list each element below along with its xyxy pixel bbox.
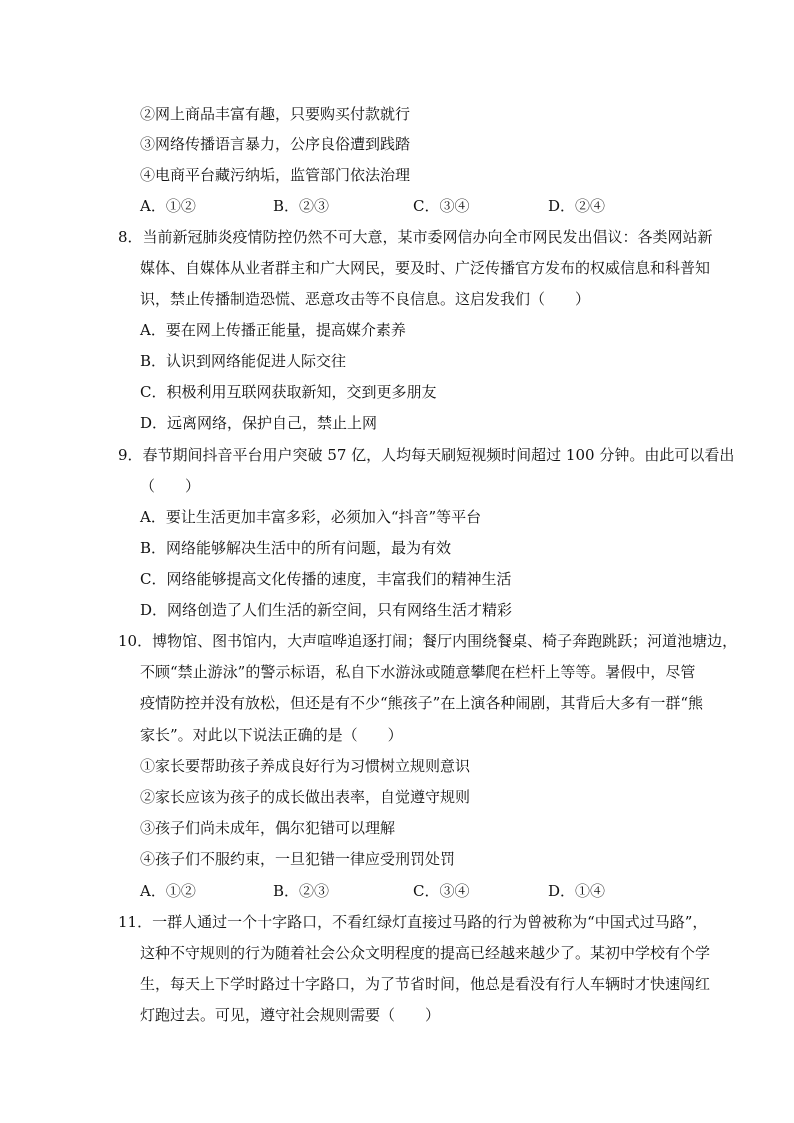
q10-item-2: ②家长应该为孩子的成长做出表率，自觉遵守规则 — [140, 788, 471, 806]
q8-stem-line-2: 媒体、自媒体从业者群主和广大网民，要及时、广泛传播官方发布的权威信息和科普知 — [140, 259, 711, 277]
q9-option-a[interactable]: A．要让生活更加丰富多彩，必须加入“抖音”等平台 — [140, 508, 482, 526]
q7-choice-d[interactable]: D．②④ — [548, 197, 606, 215]
q10-stem-line-2: 不顾“禁止游泳”的警示标语，私自下水游泳或随意攀爬在栏杆上等等。暑假中，尽管 — [140, 663, 696, 681]
q7-item-4: ④电商平台藏污纳垢，监管部门依法治理 — [140, 166, 411, 184]
q7-item-2: ②网上商品丰富有趣，只要购买付款就行 — [140, 105, 411, 123]
q10-choice-b[interactable]: B．②③ — [273, 882, 330, 900]
q7-choices — [140, 196, 700, 216]
q11-stem-line-1: 11．一群人通过一个十字路口，不看红绿灯直接过马路的行为曾被称为“中国式过马路”， — [118, 913, 708, 931]
q8-stem-line-1: 8．当前新冠肺炎疫情防控仍然不可大意，某市委网信办向全市网民发出倡议：各类网站新 — [118, 228, 713, 246]
q7-choice-c[interactable]: C．③④ — [413, 197, 470, 215]
q10-stem-line-4: 家长”。对此以下说法正确的是（ ） — [140, 726, 403, 744]
q7-choice-b[interactable]: B．②③ — [273, 197, 330, 215]
q11-stem-line-4: 灯跑过去。可见，遵守社会规则需要（ ） — [140, 1006, 441, 1024]
q10-choices — [140, 881, 700, 901]
q10-item-3: ③孩子们尚未成年，偶尔犯错可以理解 — [140, 819, 396, 837]
q10-item-1: ①家长要帮助孩子养成良好行为习惯树立规则意识 — [140, 757, 471, 775]
q9-stem-line-2: （ ） — [140, 477, 201, 495]
q10-choice-d[interactable]: D．①④ — [548, 882, 606, 900]
q8-option-b[interactable]: B．认识到网络能促进人际交往 — [140, 352, 347, 370]
q11-stem-line-2: 这种不守规则的行为随着社会公众文明程度的提高已经越来越少了。某初中学校有个学 — [140, 944, 711, 962]
q9-option-d[interactable]: D．网络创造了人们生活的新空间，只有网络生活才精彩 — [140, 601, 513, 619]
q9-option-b[interactable]: B．网络能够解决生活中的所有问题，最为有效 — [140, 539, 452, 557]
q8-option-c[interactable]: C．积极利用互联网获取新知，交到更多朋友 — [140, 383, 437, 401]
q8-option-a[interactable]: A．要在网上传播正能量，提高媒介素养 — [140, 321, 406, 339]
q10-choice-a[interactable]: A．①② — [140, 882, 196, 900]
q10-stem-line-1: 10．博物馆、图书馆内，大声喧哗追逐打闹；餐厅内围绕餐桌、椅子奔跑跳跃；河道池塘边， — [118, 632, 738, 650]
q10-choice-c[interactable]: C．③④ — [413, 882, 470, 900]
q9-stem-line-1: 9．春节期间抖音平台用户突破 57 亿，人均每天刷短视频时间超过 100 分钟。由此可以看出 — [118, 446, 735, 464]
q7-item-3: ③网络传播语言暴力，公序良俗遭到践踏 — [140, 135, 411, 153]
q8-option-d[interactable]: D．远离网络，保护自己，禁止上网 — [140, 414, 378, 432]
q11-stem-line-3: 生，每天上下学时路过十字路口，为了节省时间，他总是看没有行人车辆时才快速闯红 — [140, 975, 711, 993]
q8-stem-line-3: 识，禁止传播制造恐慌、恶意攻击等不良信息。这启发我们（ ） — [140, 290, 591, 308]
q7-choice-a[interactable]: A．①② — [140, 197, 196, 215]
q10-stem-line-3: 疫情防控并没有放松，但还是有不少“熊孩子”在上演各种闹剧，其背后大多有一群“熊 — [140, 694, 704, 712]
q9-option-c[interactable]: C．网络能够提高文化传播的速度，丰富我们的精神生活 — [140, 570, 512, 588]
q10-item-4: ④孩子们不服约束，一旦犯错一律应受刑罚处罚 — [140, 850, 456, 868]
